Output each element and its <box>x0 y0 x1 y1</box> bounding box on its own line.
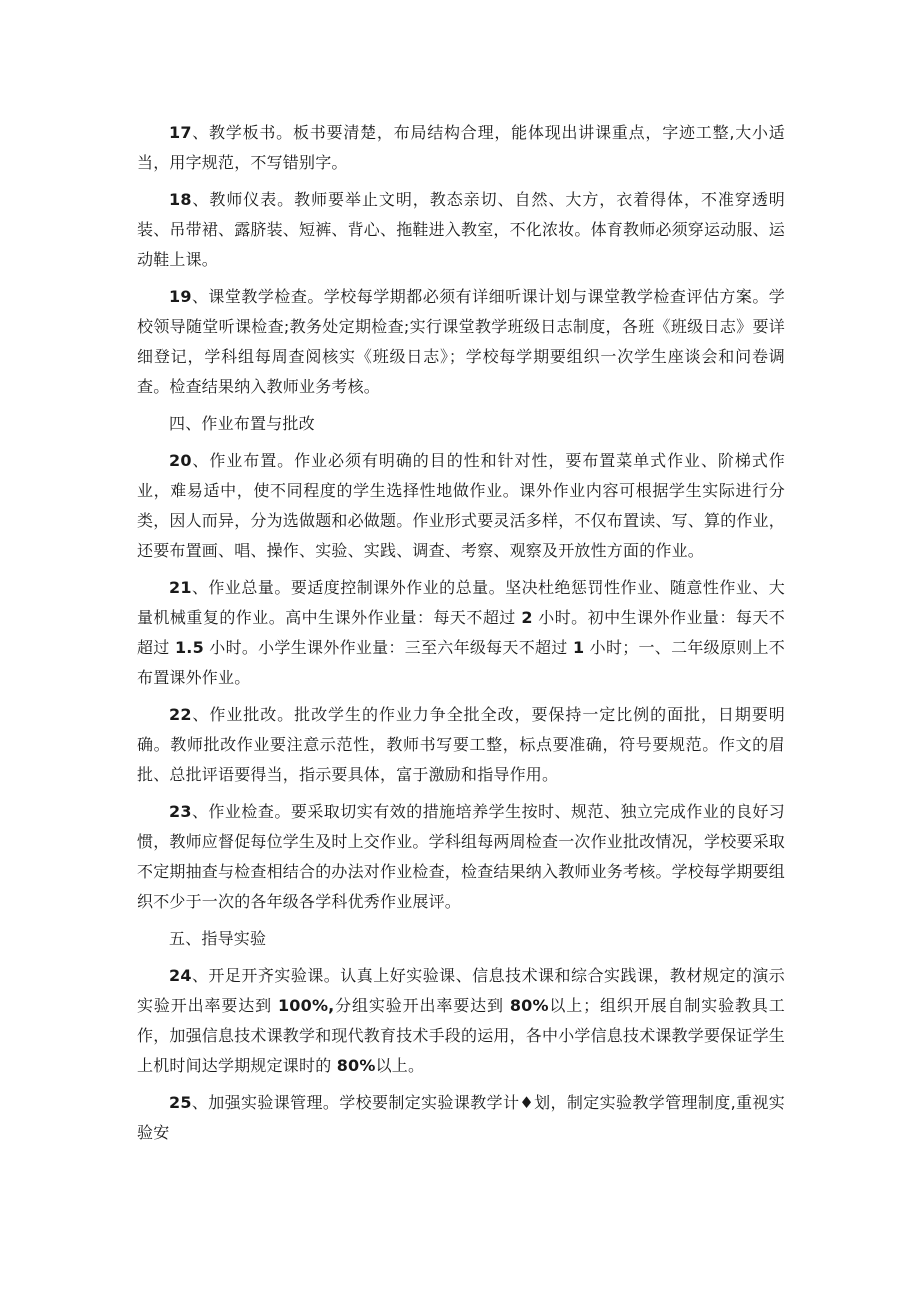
paragraph-24 <box>137 961 785 1081</box>
paragraph-19 <box>137 282 785 402</box>
paragraph-number-value: 80% <box>336 1056 376 1075</box>
paragraph-text: 、开足开齐实验课。认真上好实验课、信息技术课和综合实践课，教材规定的演示实验开出率要达到 <box>137 966 785 1015</box>
paragraph-text: 、课堂教学检查。学校每学期都必须有详细听课计划与课堂教学检查评估方案。学校领导随堂听课检查;教务处定期检查;实行课堂教学班级日志制度，各班《班级日志》要详细登记，学科组每周查阅核实《班级日志》；学校每学期要组织一次学生座谈会和问卷调查。检查结果纳入教师业务考核。 <box>137 287 785 396</box>
section-heading-experiments: 五、指导实验 <box>169 929 267 948</box>
section-heading-homework: 四、作业布置与批改 <box>169 414 315 433</box>
paragraph-18 <box>137 185 785 275</box>
paragraph-text: 、作业批改。批改学生的作业力争全批全改，要保持一定比例的面批，日期要明确。教师批改作业要注意示范性，教师书写要工整，标点要准确，符号要规范。作文的眉批、总批评语要得当，指示要具体，富于激励和指导作用。 <box>137 705 785 784</box>
paragraph-21 <box>137 573 785 693</box>
paragraph-number-value: 2 <box>521 608 533 627</box>
paragraph-text: 、作业检查。要采取切实有效的措施培养学生按时、规范、独立完成作业的良好习惯，教师应督促每位学生及时上交作业。学科组每两周检查一次作业批改情况，学校要采取不定期抽查与检查相结合的办法对作业检查，检查结果纳入教师业务考核。学校每学期要组织不少于一次的各年级各学科优秀作业展评。 <box>137 802 786 911</box>
paragraph-text: 小时。初中生课外作业量：每天不超过 <box>137 608 786 657</box>
paragraph-text: 分组实验开出率要达到 <box>334 996 510 1015</box>
paragraph-text: 、教师仪表。教师要举止文明，教态亲切、自然、大方，衣着得体，不准穿透明装、吊带裙、露脐装、短裤、背心、拖鞋进入教室，不化浓妆。体育教师必须穿运动服、运动鞋上课。 <box>137 190 786 269</box>
item-number: 25 <box>169 1093 192 1112</box>
paragraph-number-value: 1 <box>572 638 585 657</box>
paragraph-text: 小时；一、二年级原则上不布置课外作业。 <box>137 638 785 687</box>
paragraph-text: 以上；组织开展自制实验教具工作，加强信息技术课教学和现代教育技术手段的运用，各中小学信息技术课教学要保证学生上机时间达学期规定课时的 <box>137 996 786 1075</box>
item-number: 22 <box>169 705 192 724</box>
item-number: 21 <box>169 578 192 597</box>
item-number: 20 <box>169 451 192 470</box>
paragraph-number-value: 100%, <box>277 996 335 1015</box>
paragraph-text: 、加强实验课管理。学校要制定实验课教学计♦划，制定实验教学管理制度,重视实验安 <box>137 1093 785 1142</box>
item-number: 24 <box>169 966 192 985</box>
item-number: 17 <box>169 123 192 142</box>
paragraph-22 <box>137 700 785 790</box>
paragraph-text: 以上。 <box>375 1056 425 1075</box>
paragraph-number-value: 1.5 <box>174 638 204 657</box>
paragraph-number-value: 80% <box>509 996 549 1015</box>
document-body <box>137 118 785 1155</box>
paragraph-text: 、作业布置。作业必须有明确的目的性和针对性，要布置菜单式作业、阶梯式作业，难易适中，使不同程度的学生选择性地做作业。课外作业内容可根据学生实际进行分类，因人而异，分为选做题和必做题。作业形式要灵活多样，不仅布置读、写、算的作业，还要布置画、唱、操作、实验、实践、调查、考察、观察及开放性方面的作业。 <box>137 451 786 560</box>
paragraph-17 <box>137 118 785 178</box>
paragraph-text: 、教学板书。板书要清楚，布局结构合理，能体现出讲课重点，字迹工整,大小适当，用字规范，不写错别字。 <box>137 123 785 172</box>
item-number: 19 <box>169 287 192 306</box>
item-number: 23 <box>169 802 192 821</box>
paragraph-text: 、作业总量。要适度控制课外作业的总量。坚决杜绝惩罚性作业、随意性作业、大量机械重复的作业。高中生课外作业量：每天不超过 <box>137 578 785 627</box>
paragraph-20 <box>137 446 785 566</box>
paragraph-text: 小时。小学生课外作业量：三至六年级每天不超过 <box>203 638 573 657</box>
item-number: 18 <box>169 190 192 209</box>
paragraph-25 <box>137 1088 785 1148</box>
paragraph-23 <box>137 797 785 917</box>
